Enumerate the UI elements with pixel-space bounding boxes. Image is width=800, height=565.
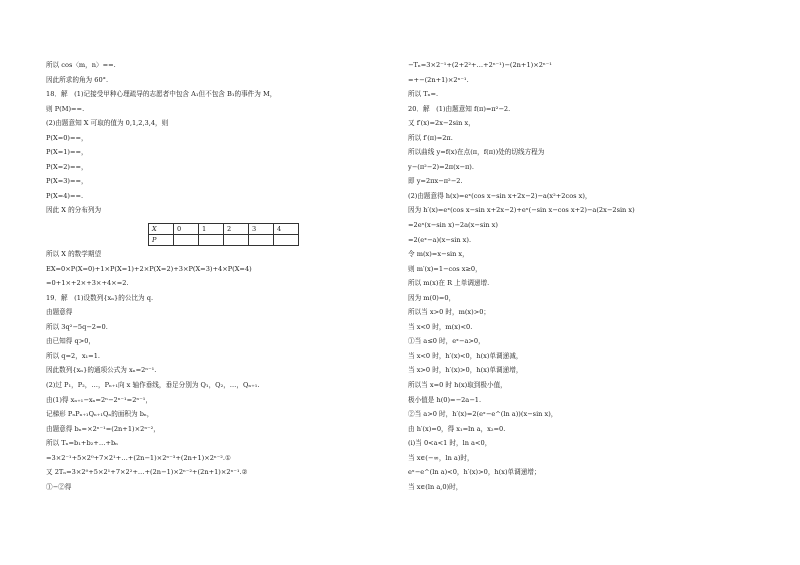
text-line: ②当 a>0 时，h′(x)=2(eˣ−e^(ln a))(x−sin x)， (408, 410, 558, 419)
text-line: 由题意得 (46, 308, 73, 317)
table-cell: 4 (274, 224, 299, 235)
distribution-table (148, 223, 299, 246)
text-line: P(X=3)==， (46, 177, 88, 186)
table-cell: 0 (174, 224, 199, 235)
table-cell (224, 235, 249, 246)
text-line: 则 m′(x)=1−cos x≥0， (408, 264, 482, 273)
text-line: (2)由题意知 X 可取的值为 0,1,2,3,4，则 (46, 119, 169, 128)
text-line: 所以 X 的数学期望 (46, 250, 102, 259)
text-line: 当 x<0 时，m(x)<0. (408, 322, 473, 331)
text-line: 又 2Tₙ=3×2⁰+5×2¹+7×2²+…+(2n−1)×2ⁿ⁻²+(2n+1)×2ⁿ⁻¹.② (46, 468, 248, 477)
text-line: 18．解 (1)记接受甲种心理疏导的志愿者中包含 A₁但不包含 B₁的事件为 M， (46, 90, 277, 99)
text-line: EX=0×P(X=0)+1×P(X=1)+2×P(X=2)+3×P(X=3)+4×P(X=4) (46, 264, 252, 273)
text-line: 即 y=2πx−π²−2. (408, 177, 463, 186)
text-line: 又 f′(x)=2x−2sin x， (408, 119, 475, 128)
table-cell (249, 235, 274, 246)
text-line: 当 x∈(−∞，ln a)时， (408, 453, 474, 462)
text-line: 因为 m(0)=0， (408, 293, 456, 302)
text-line: −Tₙ=3×2⁻¹+(2+2²+…+2ⁿ⁻¹)−(2n+1)×2ⁿ⁻¹ (408, 61, 552, 69)
text-line: =2(eˣ−a)(x−sin x). (408, 235, 472, 244)
text-line: 当 x<0 时，h′(x)<0，h(x)单调递减， (408, 351, 523, 360)
text-line: 因此所求的角为 60°. (46, 75, 109, 84)
text-line: 19．解 (1)设数列{xₙ}的公比为 q. (46, 293, 154, 302)
text-line: =+−(2n+1)×2ⁿ⁻¹. (408, 75, 469, 84)
text-line: 20．解 (1)由题意知 f(π)=π²−2. (408, 104, 511, 113)
text-line: 所以 Tₙ=b₁+b₂+…+bₙ (46, 439, 119, 448)
text-line: 所以 cos〈m，n〉==. (46, 61, 116, 69)
text-line: 所以当 x=0 时 h(x)取到极小值， (408, 381, 507, 390)
text-line: ①当 a≤0 时，eˣ−a>0， (408, 337, 485, 346)
table-cell: 1 (199, 224, 224, 235)
text-line: P(X=4)==. (46, 191, 84, 200)
text-line: y−(π²−2)=2π(x−π). (408, 162, 474, 171)
text-line: =2eˣ(x−sin x)−2a(x−sin x) (408, 221, 498, 230)
text-line: =3×2⁻¹+5×2⁰+7×2¹+…+(2n−1)×2ⁿ⁻³+(2n+1)×2ⁿ⁻².① (46, 453, 231, 462)
text-line: 记梯形 PₙPₙ₊₁Qₙ₊₁Qₙ的面积为 bₙ， (46, 410, 154, 419)
text-line: 因此 X 的分布列为 (46, 206, 102, 215)
text-line: ①−②得 (46, 482, 72, 491)
table-cell: 2 (224, 224, 249, 235)
text-line: 令 m(x)=x−sin x， (408, 250, 469, 259)
table-cell (274, 235, 299, 246)
text-line: 所以 Tₙ=. (408, 90, 439, 99)
table-row (149, 224, 299, 235)
table-cell: P (149, 235, 174, 246)
text-line: 由 h′(x)=0，得 x₁=ln a，x₂=0. (408, 424, 506, 433)
text-line: 由(1)得 xₙ₊₁−xₙ=2ⁿ−2ⁿ⁻¹=2ⁿ⁻¹， (46, 395, 152, 404)
text-line: P(X=2)==， (46, 162, 88, 171)
text-line: P(X=1)==， (46, 148, 88, 157)
text-line: 因此数列{xₙ}的通项公式为 xₙ=2ⁿ⁻¹. (46, 366, 157, 375)
left-column (46, 58, 386, 494)
text-line: =0+1×+2×+3×+4×=2. (46, 279, 129, 288)
text-line: P(X=0)==， (46, 133, 88, 142)
table-cell (174, 235, 199, 246)
table-cell: X (149, 224, 174, 235)
text-line: eˣ−e^(ln a)<0，h′(x)>0，h(x)单调递增； (408, 468, 541, 477)
text-line: (2)由题意得 h(x)=eˣ(cos x−sin x+2x−2)−a(x²+2cos x)， (408, 191, 592, 200)
text-line: 极小值是 h(0)=−2a−1. (408, 395, 482, 404)
text-line: 则 P(M)==. (46, 104, 85, 113)
text-line: 所以 m(x)在 R 上单调递增. (408, 279, 490, 288)
text-line: 所以 f′(π)=2π. (408, 133, 453, 142)
text-line: 因为 h′(x)=eˣ(cos x−sin x+2x−2)+eˣ(−sin x−cos x+2)−a(2x−2sin x) (408, 206, 635, 215)
text-line: 所以 3q²−5q−2=0. (46, 322, 108, 331)
text-line: 所以 q=2，x₁=1. (46, 351, 100, 360)
text-line: 当 x>0 时，h′(x)>0，h(x)单调递增， (408, 366, 523, 375)
text-line: 所以当 x>0 时，m(x)>0； (408, 308, 491, 317)
text-line: (2)过 P₁，P₂，…，Pₙ₊₁向 x 轴作垂线，垂足分别为 Q₁，Q₂，…，Qₙ₊₁. (46, 381, 260, 390)
text-line: 由题意得 bₙ=×2ⁿ⁻¹=(2n+1)×2ⁿ⁻²， (46, 424, 160, 433)
table-cell (199, 235, 224, 246)
table-cell: 3 (249, 224, 274, 235)
text-line: 由已知得 q>0， (46, 337, 96, 346)
table-row (149, 235, 299, 246)
text-line: 所以曲线 y=f(x)在点(π，f(π))处的切线方程为 (408, 148, 545, 157)
text-line: (i)当 0<a<1 时，ln a<0， (408, 439, 492, 448)
right-column (408, 58, 768, 494)
text-line: 当 x∈(ln a,0)时， (408, 482, 463, 491)
